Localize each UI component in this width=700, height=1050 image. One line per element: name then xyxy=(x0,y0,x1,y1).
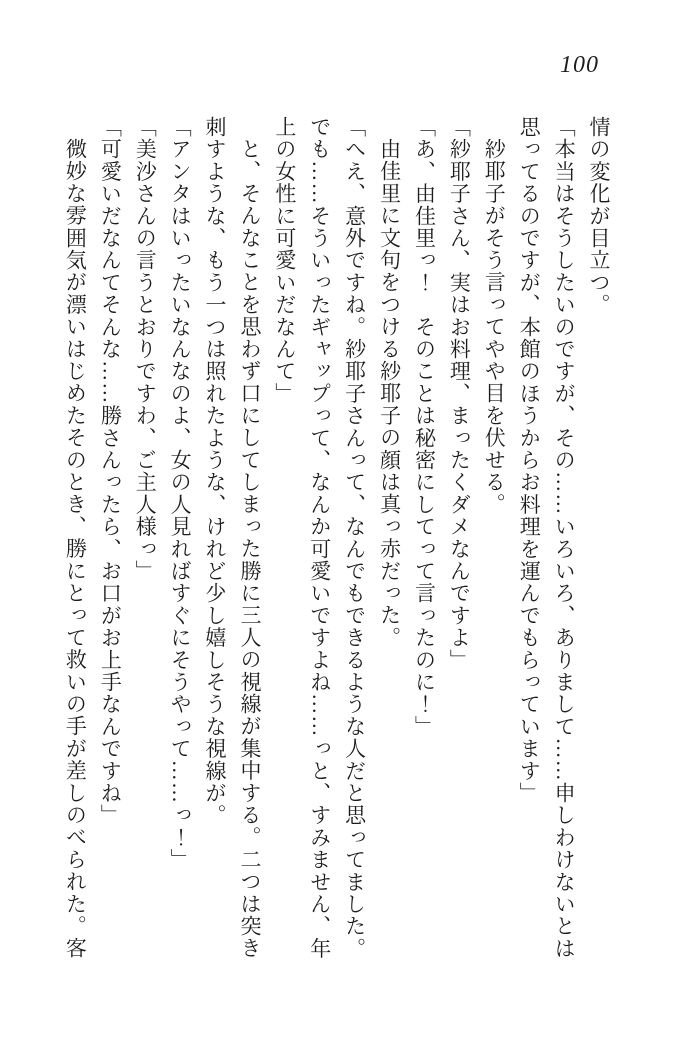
text-line: 「可愛いだなんてそんな……勝さんったら、お口がお上手なんですね」 xyxy=(98,116,123,827)
text-line: 微妙な雰囲気が漂いはじめたそのとき、勝にとって救いの手が差しのべられた。客 xyxy=(63,138,88,960)
text-line: 「あ、由佳里っ！ そのことは秘密にしてって言ったのに！」 xyxy=(412,116,437,738)
text-line: 思ってるのですが、本館のほうからお料理を運んでもらっています」 xyxy=(517,116,542,805)
vertical-text-block xyxy=(58,116,617,964)
page-number: 100 xyxy=(560,52,599,78)
text-line: でも……そういったギャップって、なんか可愛いですよね……っと、すみません、年 xyxy=(307,116,332,960)
text-line: 情の変化が目立つ。 xyxy=(587,116,611,316)
text-line: 「アンタはいったいなんなのよ、女の人見ればすぐにそうやって……っ！」 xyxy=(168,116,193,871)
text-line: 由佳里に文句をつける紗耶子の顔は真っ赤だった。 xyxy=(377,138,402,649)
text-line: 刺すような、もう一つは照れたような、けれど少し嬉しそうな視線が。 xyxy=(203,116,228,827)
text-line: 「紗耶子さん、実はお料理、まったくダメなんですよ」 xyxy=(447,116,472,671)
text-line: 「本当はそうしたいのですが、その……いろいろ、ありまして……申しわけないとは xyxy=(552,116,577,960)
text-line: と、そんなことを思わず口にしてしまった勝に三人の視線が集中する。二つは突き xyxy=(237,138,262,960)
text-line: 紗耶子がそう言ってやや目を伏せる。 xyxy=(482,138,507,516)
text-line: 「美沙さんの言うとおりですわ、ご主人様っ」 xyxy=(133,116,158,583)
text-line: 上の女性に可愛いだなんて」 xyxy=(272,116,297,405)
text-line: 「へえ、意外ですね。紗耶子さんって、なんでもできるような人だと思ってました。 xyxy=(342,116,367,960)
